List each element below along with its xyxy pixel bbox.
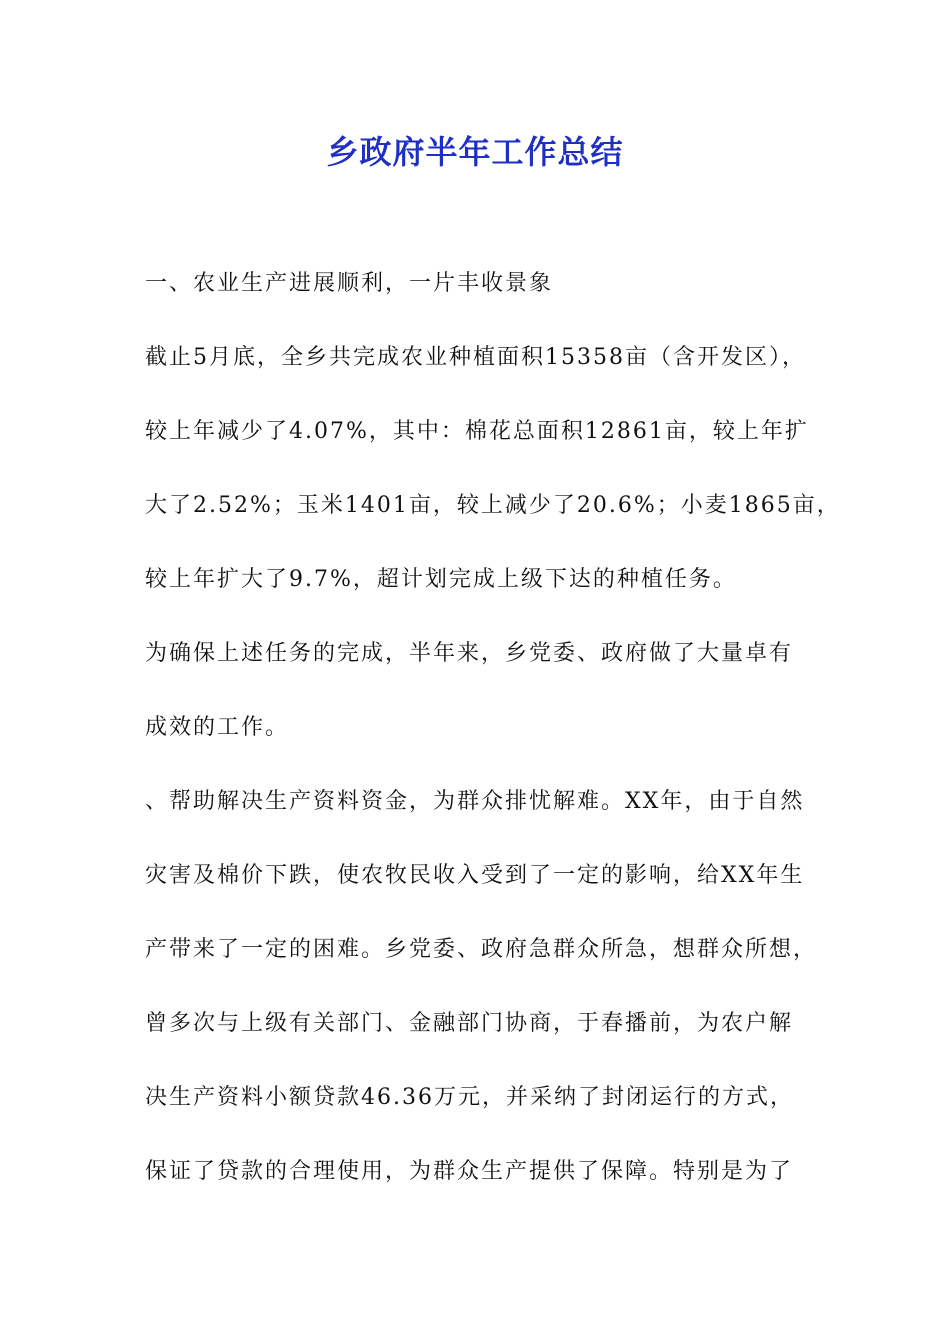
body-line: 成效的工作。 (145, 715, 290, 740)
body-line: 、帮助解决生产资料资金，为群众排忧解难。XX年，由于自然 (145, 789, 805, 814)
body-line: 较上年减少了4.07%，其中：棉花总面积12861亩，较上年扩 (145, 419, 809, 444)
body-line: 为确保上述任务的完成，半年来，乡党委、政府做了大量卓有 (145, 641, 794, 666)
body-line: 较上年扩大了9.7%，超计划完成上级下达的种植任务。 (145, 567, 737, 592)
body-line: 决生产资料小额贷款46.36万元，并采纳了封闭运行的方式， (145, 1085, 794, 1110)
body-line: 灾害及棉价下跌，使农牧民收入受到了一定的影响，给XX年生 (145, 863, 805, 888)
body-line: 大了2.52%；玉米1401亩，较上减少了20.6%；小麦1865亩， (145, 493, 841, 518)
body-line: 保证了贷款的合理使用，为群众生产提供了保障。特别是为了 (145, 1159, 794, 1184)
body-line: 曾多次与上级有关部门、金融部门协商，于春播前，为农户解 (145, 1011, 794, 1036)
body-line: 截止5月底，全乡共完成农业种植面积15358亩（含开发区）， (145, 345, 806, 370)
document-title: 乡政府半年工作总结 (326, 133, 624, 171)
body-line: 产带来了一定的困难。乡党委、政府急群众所急，想群众所想， (145, 937, 818, 962)
section-heading-1: 一、农业生产进展顺利，一片丰收景象 (145, 271, 554, 296)
